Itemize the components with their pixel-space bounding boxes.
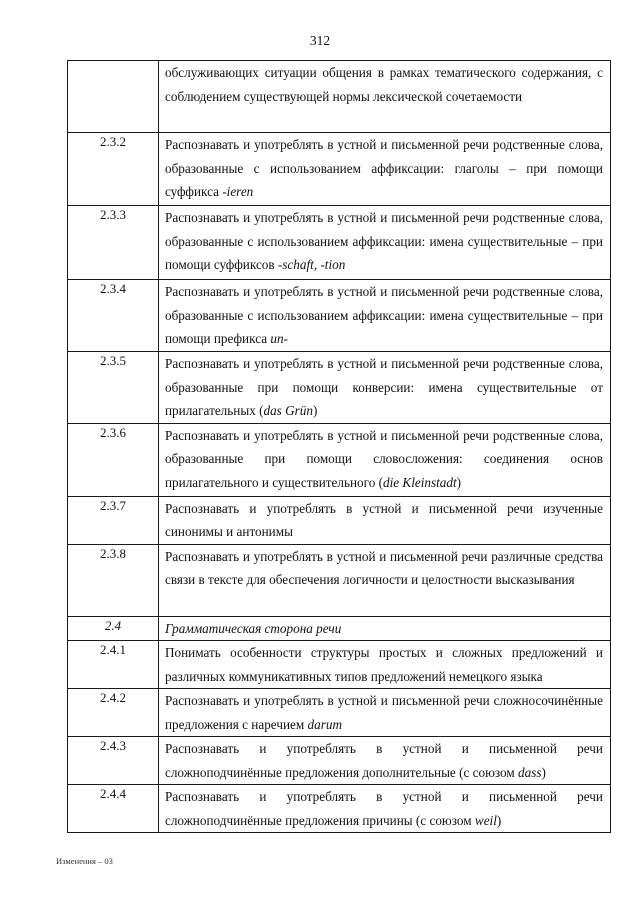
row-description [159, 785, 611, 833]
table-row [68, 689, 611, 737]
table-body [68, 61, 611, 833]
table-row [68, 641, 611, 689]
description-text: Распознавать и употреблять в устной и письменной речи родственные слова, образованные с использованием аффиксации: глаголы – при помощи суффикса [165, 137, 603, 199]
row-code: 2.4.3 [68, 737, 159, 785]
row-description [159, 61, 611, 133]
description-text: Понимать особенности структуры простых и сложных предложений и различных коммуникативных типов предложений немецкого языка [165, 645, 603, 684]
row-code: 2.4 [68, 616, 159, 641]
row-description [159, 423, 611, 496]
table-row [68, 61, 611, 133]
table-row [68, 496, 611, 544]
example-term: un- [270, 331, 288, 346]
row-code: 2.3.4 [68, 280, 159, 352]
example-term: -schaft, -tion [277, 257, 346, 272]
row-code: 2.4.2 [68, 689, 159, 737]
row-description [159, 280, 611, 352]
row-description [159, 133, 611, 206]
description-text: ) [312, 403, 318, 418]
description-text: Распознавать и употреблять в устной и письменной речи различные средства связи в тексте для обеспечения логичности и целостности высказывания [165, 548, 603, 587]
table-row [68, 133, 611, 206]
row-description [159, 352, 611, 424]
row-code: 2.3.7 [68, 496, 159, 544]
row-description [159, 206, 611, 280]
row-description [159, 689, 611, 737]
example-term: die Kleinstadt [383, 474, 457, 490]
footer-revision: Изменения – 03 [56, 856, 113, 866]
description-text: ) [541, 764, 546, 780]
row-code: 2.4.1 [68, 641, 159, 689]
description-text: Грамматическая сторона речи [165, 620, 342, 636]
table-row [68, 737, 611, 785]
requirements-table [67, 60, 611, 833]
description-text: Распознавать и употреблять в устной и письменной речи родственные слова, образованные с использованием аффиксации: имена существительные – при помощи префикса [165, 284, 603, 346]
row-code: 2.3.3 [68, 206, 159, 280]
row-description [159, 616, 611, 641]
row-description [159, 737, 611, 785]
table-row [68, 423, 611, 496]
row-description [159, 496, 611, 544]
description-text: Распознавать и употреблять в устной и письменной речи сложносочинённые предложения с наречием [165, 693, 603, 732]
row-code: 2.3.5 [68, 352, 159, 424]
table-row [68, 206, 611, 280]
description-text: обслуживающих ситуации общения в рамках тематического содержания, с соблюдением существующей нормы лексической сочетаемости [165, 65, 603, 104]
description-text: ) [456, 474, 462, 490]
example-term: dass [518, 764, 542, 780]
row-description [159, 544, 611, 616]
row-code [68, 61, 159, 133]
example-term: das Grün [263, 403, 313, 418]
row-code: 2.3.8 [68, 544, 159, 616]
example-term: -ieren [222, 184, 254, 199]
example-term: weil [474, 812, 497, 828]
example-term: darum [307, 716, 342, 732]
table-row [68, 280, 611, 352]
row-description [159, 641, 611, 689]
description-text: Распознавать и употреблять в устной и письменной речи родственные слова, образованные с использованием аффиксации: имена существительные – при помощи суффиксов [165, 210, 603, 272]
description-text: ) [496, 812, 502, 828]
description-text: Распознавать и употреблять в устной и письменной речи сложноподчинённые предложения причины (с союзом [165, 789, 603, 828]
row-code: 2.4.4 [68, 785, 159, 833]
description-text: Распознавать и употреблять в устной и письменной речи родственные слова, образованные при помощи конверсии: имена существительные от прилагательных ( [165, 356, 603, 418]
page-number: 312 [309, 33, 331, 48]
description-text: Распознавать и употреблять в устной и письменной речи сложноподчинённые предложения дополнительные (с союзом [165, 741, 603, 780]
row-code: 2.3.2 [68, 133, 159, 206]
section-row [68, 616, 611, 641]
row-code: 2.3.6 [68, 423, 159, 496]
table-row [68, 785, 611, 833]
description-text: Распознавать и употреблять в устной и письменной речи изученные синонимы и антонимы [165, 500, 603, 539]
table-row [68, 544, 611, 616]
table-row [68, 352, 611, 424]
description-text: Распознавать и употреблять в устной и письменной речи родственные слова, образованные при помощи словосложения: соединения основ прилагательного и существительного ( [165, 427, 603, 490]
